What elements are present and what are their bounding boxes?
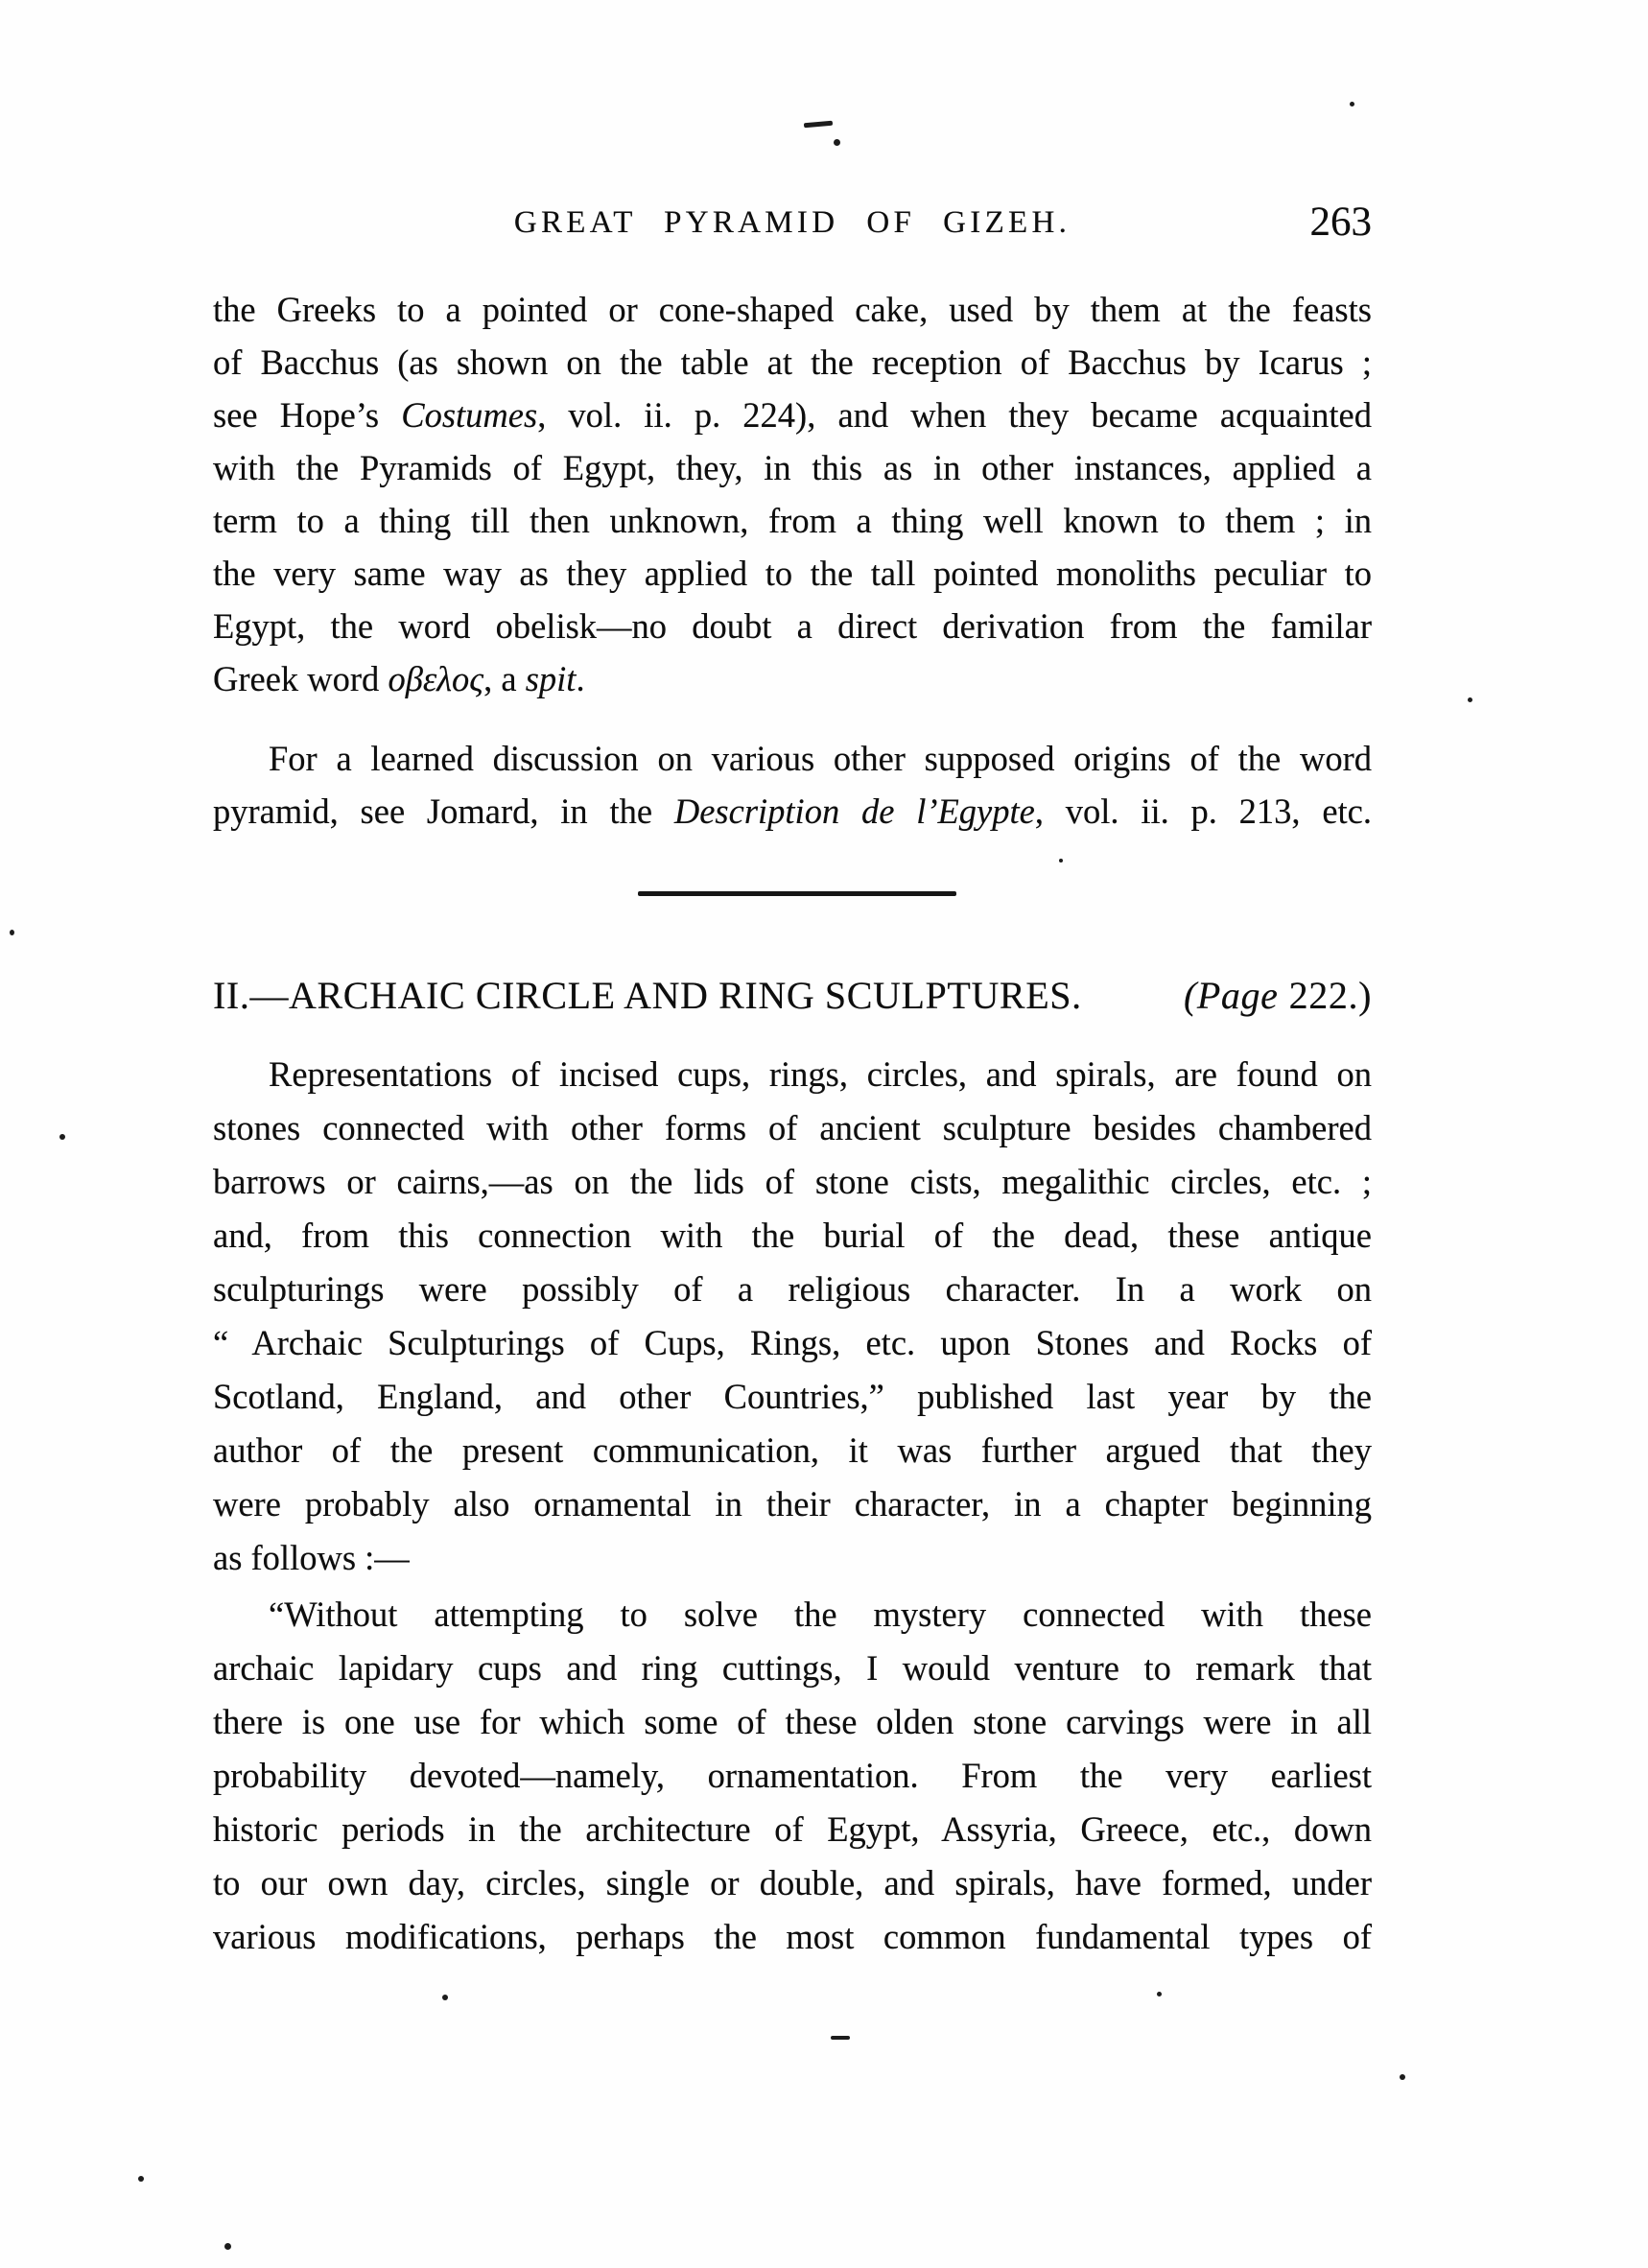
text-line: sculpturings were possibly of a religious character. In a work on — [213, 1269, 1372, 1309]
text-line: Egypt, the word obelisk—no doubt a direct derivation from the familar — [213, 606, 1372, 646]
text-line: to our own day, circles, single or double, and spirals, have formed, under — [213, 1863, 1372, 1902]
text-line: author of the present communication, it was further argued that they — [213, 1430, 1372, 1470]
page-ref-number: 222.) — [1288, 974, 1372, 1017]
scan-speck — [1059, 859, 1063, 862]
scan-speck — [1400, 2074, 1405, 2080]
page-number: 263 — [1309, 200, 1372, 245]
paragraph — [213, 1048, 1372, 1585]
text-line: term to a thing till then unknown, from a thing well known to them ; in — [213, 501, 1372, 540]
text-line: as follows :— — [213, 1538, 410, 1577]
text-line: archaic lapidary cups and ring cuttings, I would venture to remark that — [213, 1648, 1372, 1688]
text-line: various modifications, perhaps the most common fundamental types of — [213, 1917, 1372, 1956]
scan-speck — [138, 2176, 144, 2182]
text-line: see Hope’s Costumes, vol. ii. p. 224), and when they became acquainted — [213, 395, 1372, 435]
scan-speck — [442, 1995, 448, 2000]
text-line: Greek word οβελος, a spit. — [213, 659, 585, 698]
text-line: historic periods in the architecture of Egypt, Assyria, Greece, etc., down — [213, 1809, 1372, 1849]
scan-speck — [804, 121, 833, 129]
paragraph — [213, 1588, 1372, 1964]
text-line: stones connected with other forms of ancient sculpture besides chambered — [213, 1108, 1372, 1147]
text-line: the very same way as they applied to the tall pointed monoliths peculiar to — [213, 554, 1372, 593]
scan-speck — [1468, 697, 1472, 702]
text-line: barrows or cairns,—as on the lids of stone cists, megalithic circles, etc. ; — [213, 1162, 1372, 1201]
section-divider-rule — [638, 891, 956, 896]
scan-speck — [10, 930, 14, 935]
section-page-reference — [1184, 971, 1372, 1021]
page-ref-italic: (Page — [1183, 974, 1279, 1017]
page-title: GREAT PYRAMID OF GIZEH. — [513, 205, 1071, 240]
text-line: and, from this connection with the burial of the dead, these antique — [213, 1216, 1372, 1255]
section-heading — [213, 971, 1372, 1021]
scan-speck — [224, 2243, 231, 2250]
scan-speck — [1350, 102, 1354, 106]
scan-speck — [831, 2036, 850, 2040]
scan-speck — [1157, 1992, 1162, 1996]
text-line: Scotland, England, and other Countries,” published last year by the — [213, 1377, 1372, 1416]
scan-speck — [59, 1134, 65, 1140]
paragraph — [213, 283, 1372, 705]
scan-speck — [834, 139, 840, 146]
page-header — [213, 200, 1372, 246]
text-line: “ Archaic Sculpturings of Cups, Rings, etc. upon Stones and Rocks of — [213, 1323, 1372, 1362]
text-line: the Greeks to a pointed or cone-shaped cake, used by them at the feasts — [213, 290, 1372, 329]
text-line: probability devoted—namely, ornamentation. From the very earliest — [213, 1756, 1372, 1795]
text-line: of Bacchus (as shown on the table at the reception of Bacchus by Icarus ; — [213, 343, 1372, 382]
paragraph — [213, 732, 1372, 838]
text-line: “Without attempting to solve the mystery connected with these — [269, 1595, 1372, 1634]
text-line: Representations of incised cups, rings, circles, and spirals, are found on — [269, 1054, 1372, 1094]
text-line: were probably also ornamental in their character, in a chapter beginning — [213, 1484, 1372, 1524]
text-line: For a learned discussion on various other supposed origins of the word — [269, 739, 1372, 778]
text-line: pyramid, see Jomard, in the Description de l’Egypte, vol. ii. p. 213, etc. — [213, 791, 1372, 831]
section-heading-text: II.—ARCHAIC CIRCLE AND RING SCULPTURES. — [213, 974, 1082, 1017]
text-line: with the Pyramids of Egypt, they, in this as in other instances, applied a — [213, 448, 1372, 487]
text-line: there is one use for which some of these olden stone carvings were in all — [213, 1702, 1372, 1741]
